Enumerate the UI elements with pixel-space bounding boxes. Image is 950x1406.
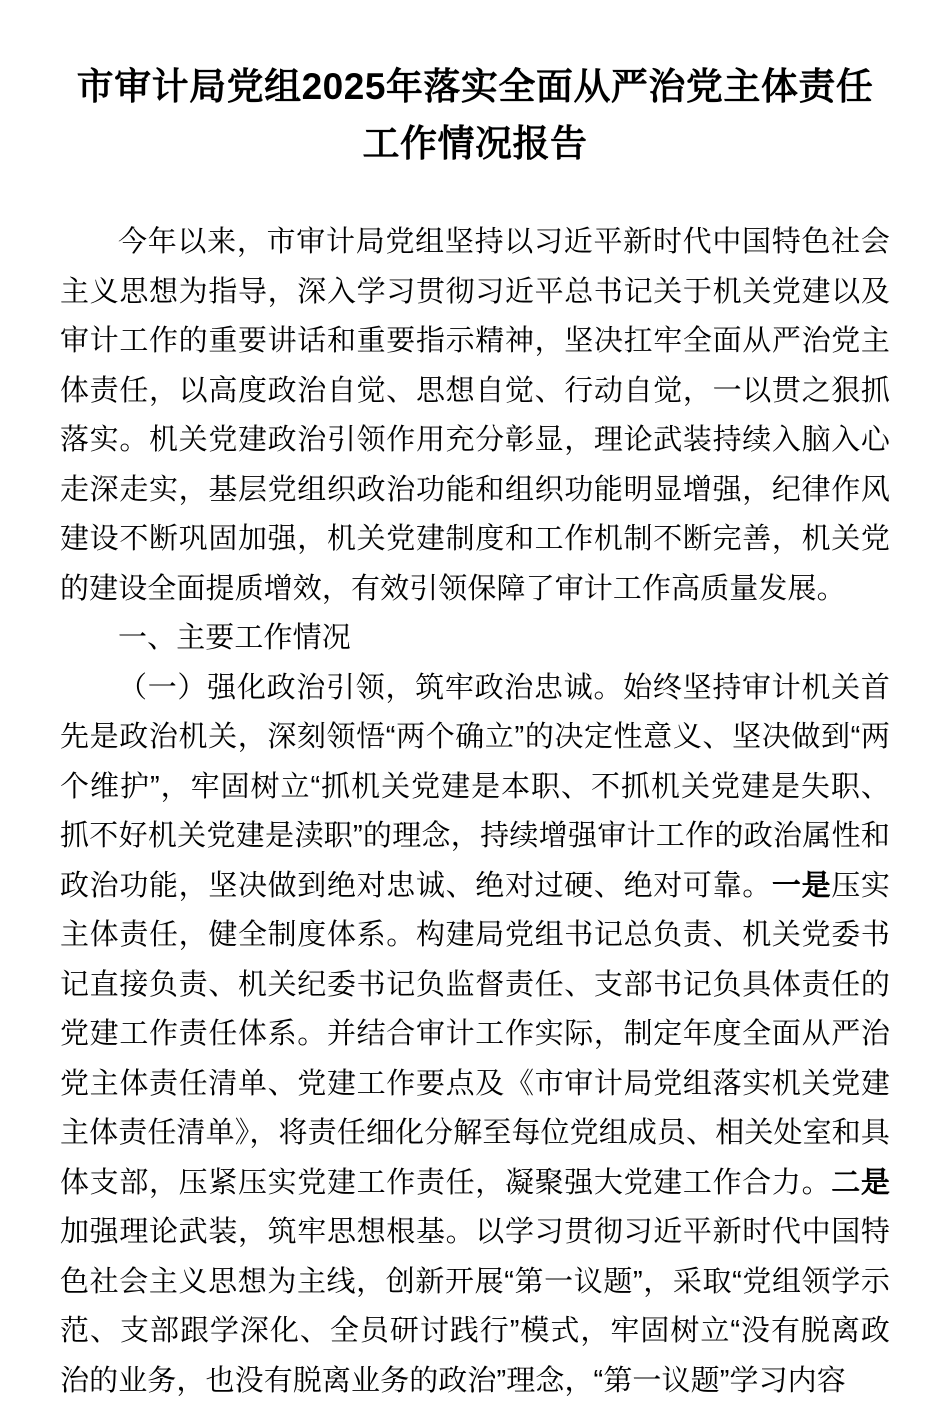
document-body	[60, 218, 890, 1406]
page-title: 市审计局党组2025年落实全面从严治党主体责任工作情况报告	[60, 0, 890, 172]
subsection-one-paragraph: （一）强化政治引领，筑牢政治忠诚。始终坚持审计机关首先是政治机关，深刻领悟“两个确立”的决定性意义、坚决做到“两个维护”，牢固树立“抓机关党建是本职、不抓机关党建是失职、抓不好机关党建是渎职”的理念，持续增强审计工作的政治属性和政治功能，坚决做到绝对忠诚、绝对过硬、绝对可靠。一是压实主体责任，健全制度体系。构建局党组书记总负责、机关党委书记直接负责、机关纪委书记负监督责任、支部书记负具体责任的党建工作责任体系。并结合审计工作实际，制定年度全面从严治党主体责任清单、党建工作要点及《市审计局党组落实机关党建主体责任清单》，将责任细化分解至每位党组成员、相关处室和具体支部，压紧压实党建工作责任，凝聚强大党建工作合力。二是加强理论武装，筑牢思想根基。以学习贯彻习近平新时代中国特色社会主义思想为主线，创新开展“第一议题”，采取“党组领学示范、支部跟学深化、全员研讨践行”模式，牢固树立“没有脱离政治的业务，也没有脱离业务的政治”理念，“第一议题”学习内容	[60, 664, 890, 1406]
emphasis-marker: 二是	[831, 1167, 890, 1199]
emphasis-marker: 一是	[772, 870, 831, 902]
paragraph-intro: 今年以来，市审计局党组坚持以习近平新时代中国特色社会主义思想为指导，深入学习贯彻习近平总书记关于机关党建以及审计工作的重要讲话和重要指示精神，坚决扛牢全面从严治党主体责任，以高度政治自觉、思想自觉、行动自觉，一以贯之狠抓落实。机关党建政治引领作用充分彰显，理论武装持续入脑入心走深走实，基层党组织政治功能和组织功能明显增强，纪律作风建设不断巩固加强，机关党建制度和工作机制不断完善，机关党的建设全面提质增效，有效引领保障了审计工作高质量发展。	[60, 218, 890, 614]
section-heading-one: 一、主要工作情况	[60, 614, 890, 664]
